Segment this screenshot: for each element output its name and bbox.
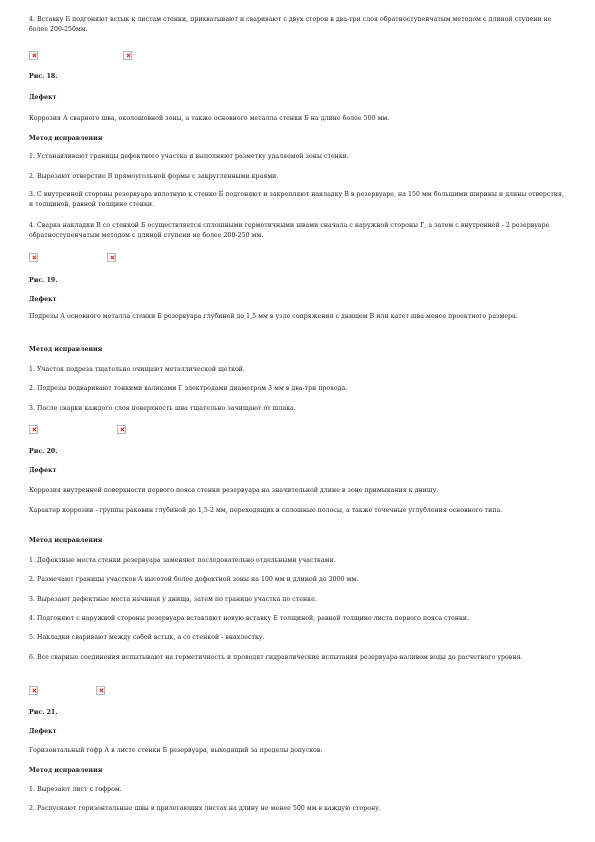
- section-heading-method: Метод исправления: [29, 767, 103, 774]
- broken-image-icon: [96, 686, 105, 695]
- step-paragraph: 6. Все сварные соединения испытывают на герметичность и проводят гидравлические испытания резервуара наливом воды до расчетного уровня.: [29, 654, 523, 661]
- figure-caption: Рис. 20.: [29, 448, 58, 455]
- section-heading-method: Метод исправления: [29, 135, 103, 142]
- defect-description: Коррозия внутренней поверхности первого пояса стенки резервуара на значительной длине в зоне примыкания к днищу.: [29, 487, 439, 494]
- broken-image-icon: [107, 253, 116, 262]
- defect-description: Характер коррозии - группы раковин глубиной до 1,5-2 мм, переходящих в сплошные полосы, а также точечные углубления основного типа.: [29, 507, 503, 514]
- section-heading-method: Метод исправления: [29, 346, 103, 353]
- step-paragraph: 4. Сварка накладки В со стенкой Б осуществляется сплошными герметичными швами сначала с наружной стороны Г, а затем с внутренней - 2 резервуаре обратноступенчатым методом с длиной ступени не более 200-250 мм.: [29, 222, 550, 239]
- step-paragraph: 4. Подгоняют с наружной стороны резервуара вставляют новую вставку Б толщиной, равной толщине листа первого пояса стенки.: [29, 615, 470, 622]
- step-paragraph: 1. Устанавливают границы дефектного участка и выполняют разметку удаляемой зоны стенки.: [29, 153, 349, 160]
- section-heading-defect: Дефект: [29, 467, 57, 474]
- section-heading-method: Метод исправления: [29, 537, 103, 544]
- figure-caption: Рис. 18.: [29, 73, 58, 80]
- step-paragraph: 2. Распускают горизонтальные швы в прилегающих листах на длину не менее 500 мм в каждую сторону.: [29, 805, 381, 812]
- broken-image-icon: [29, 253, 38, 262]
- figure-caption: Рис. 19.: [29, 277, 58, 284]
- broken-image-icon: [29, 686, 38, 695]
- section-heading-defect: Дефект: [29, 296, 57, 303]
- broken-image-icon: [29, 51, 38, 60]
- step-paragraph: 4. Вставку Б подгоняют встык к листам стенки, прихватывают и сваривают с двух сторон в два-три слоя обратноступенчатым методом с длиной ступени не более 200-250мм.: [29, 16, 552, 33]
- step-paragraph: 1. Дефектные места стенки резервуара заменяют последовательно отдельными участками.: [29, 557, 336, 564]
- step-paragraph: 2. Вырезают отверстие В прямоугольной формы с закругленными краями.: [29, 173, 279, 180]
- section-heading-defect: Дефект: [29, 728, 57, 735]
- step-paragraph: 2. Подрезы подваривают тонкими валиками Г электродами диаметром 3 мм в два-три прохода.: [29, 385, 348, 392]
- step-paragraph: 1. Участок подреза тщательно очищают металлической щеткой.: [29, 366, 245, 373]
- broken-image-icon: [29, 425, 38, 434]
- step-paragraph: 3. С внутренней стороны резервуара вплотную к стенке Б подгоняют и закрепляют накладку В в резервуаре, на 150 мм большими ширины и длины отверстия, и толщиной, равной толщине стенки.: [29, 191, 565, 208]
- step-paragraph: 1. Вырезают лист с гофром.: [29, 786, 122, 793]
- step-paragraph: 3. Вырезают дефектные места начиная у днища, затем по границе участка по стенке.: [29, 596, 317, 603]
- step-paragraph: 3. После сварки каждого слоя поверхность шва тщательно зачищают от шлака.: [29, 405, 296, 412]
- defect-description: Подрезы А основного металла стенки Б резервуара глубиной до 1,5 мм в узле сопряжения с днищем В или катет шва менее проектного размера.: [29, 313, 518, 320]
- defect-description: Коррозия А сварного шва, околошовной зоны, а также основного металла стенки Б на длине более 500 мм.: [29, 115, 390, 122]
- step-paragraph: 2. Размечают границы участков А высотой более дефектной зоны на 100 мм и длиной до 3000 мм.: [29, 576, 359, 583]
- broken-image-icon: [123, 51, 132, 60]
- defect-description: Горизонтальный гофр А в листе стенки Б резервуара, выходящий за пределы допусков.: [29, 747, 323, 754]
- section-heading-defect: Дефект: [29, 94, 57, 101]
- broken-image-icon: [117, 425, 126, 434]
- step-paragraph: 5. Накладки сваривают между собой встык, а со стенкой - внахлестку.: [29, 634, 265, 641]
- figure-caption: Рис. 21.: [29, 709, 58, 716]
